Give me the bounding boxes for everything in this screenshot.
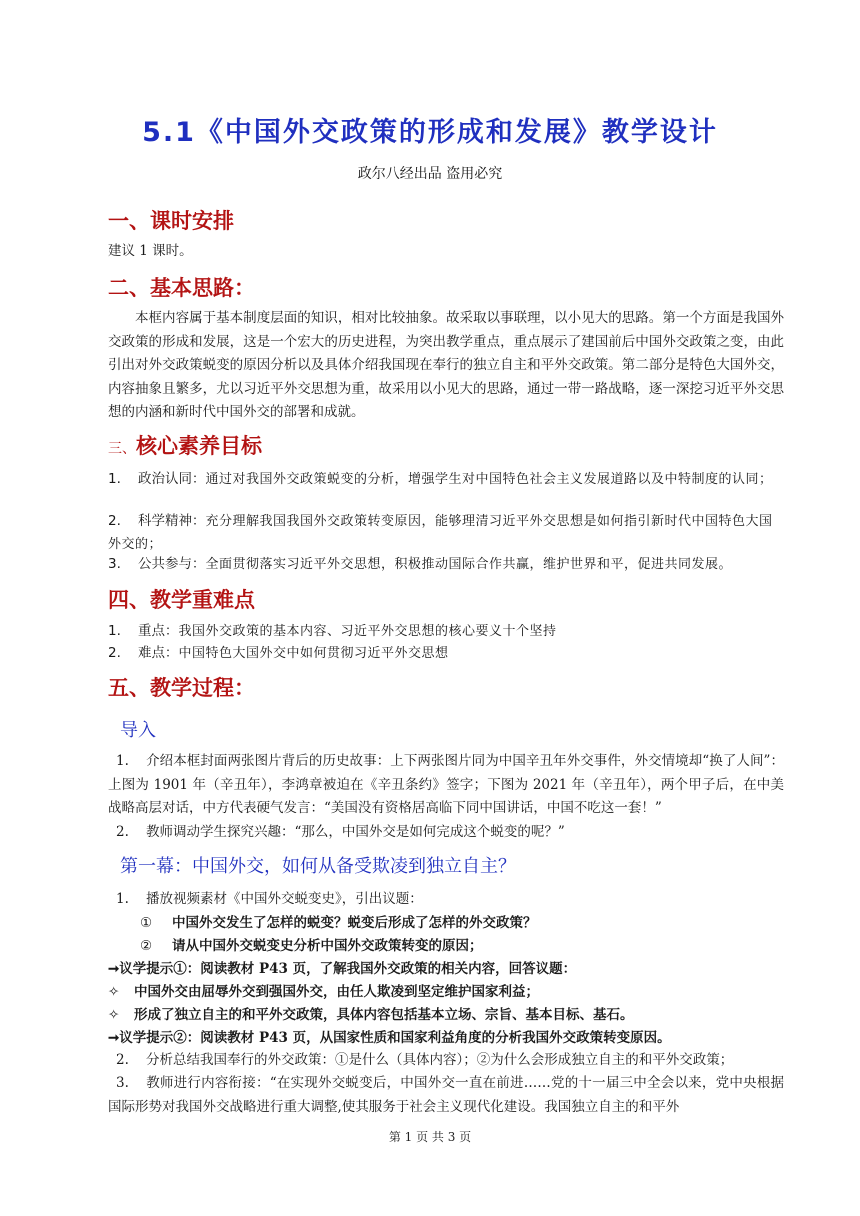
item-keyword: 科学精神 — [138, 513, 192, 529]
item-description: ：通过对我国外交政策蜕变的分析，增强学生对中国特色社会主义发展道路以及中特制度的认同； — [192, 472, 773, 487]
item-description: ：中国特色大国外交中如何贯彻习近平外交思想 — [165, 646, 449, 661]
document-subtitle: 政尔八经出品 盗用必究 — [357, 166, 503, 182]
goal-item — [108, 510, 784, 556]
item-text: 教师调动学生探究兴趣：“那么，中国外交是如何完成这个蜕变的呢？” — [146, 824, 565, 840]
intro-item — [108, 750, 784, 821]
section-heading-key-points: 四、教学重难点 — [108, 588, 255, 612]
discussion-tip: ➞议学提示①：阅读教材 P43 页，了解我国外交政策的相关内容，回答议题： — [108, 961, 577, 977]
act1-item — [108, 888, 784, 912]
bullet-icon: ✧ — [108, 984, 120, 1000]
bullet-item — [108, 980, 539, 1000]
section-heading-approach: 二、基本思路： — [108, 276, 255, 300]
item-description: ：我国外交政策的基本内容、习近平外交思想的核心要义十个坚持 — [165, 624, 557, 639]
item-number: 1. — [116, 891, 129, 907]
item-number: 3. — [108, 556, 121, 572]
item-text: 教师进行内容衔接：“在实现外交蜕变后，中国外交一直在前进……党的十一届三中全会以来，党中央根据国际形势对我国外交战略进行重大调整,使其服务于社会主义现代化建设。我国独立自主的和平外 — [108, 1075, 784, 1115]
item-number: 2. — [116, 1052, 129, 1068]
question-text: 中国外交发生了怎样的蜕变？蜕变后形成了怎样的外交政策？ — [172, 915, 537, 931]
bullet-text: 中国外交由屈辱外交到强国外交，由任人欺凌到坚定维护国家利益； — [134, 984, 539, 1000]
section-heading-process: 五、教学过程： — [108, 676, 255, 700]
item-keyword: 公共参与 — [138, 556, 192, 572]
item-number: 2. — [108, 645, 121, 661]
question-number: ② — [140, 938, 153, 954]
section-number: 三、 — [108, 441, 136, 457]
intro-heading: 导入 — [120, 720, 156, 741]
section-heading-text: 核心素养目标 — [136, 434, 262, 458]
item-keyword: 政治认同 — [138, 471, 192, 487]
question-item — [140, 934, 483, 954]
item-number: 1. — [116, 753, 129, 769]
item-number: 2. — [116, 824, 129, 840]
document-title: 5.1《中国外交政策的形成和发展》教学设计 — [142, 117, 718, 148]
bullet-text: 形成了独立自主的和平外交政策，具体内容包括基本立场、宗旨、基本目标、基石。 — [134, 1007, 634, 1023]
item-number: 1. — [108, 623, 121, 639]
bullet-item — [108, 1003, 634, 1023]
intro-item — [108, 821, 784, 845]
section-heading-goals — [108, 430, 262, 460]
item-description: ：全面贯彻落实习近平外交思想，积极推动国际合作共赢，维护世界和平，促进共同发展。 — [192, 557, 733, 572]
process-item — [108, 1072, 784, 1119]
discussion-tip: ➞议学提示②：阅读教材 P43 页，从国家性质和国家利益角度的分析我国外交政策转变原因。 — [108, 1030, 671, 1046]
item-number: 2. — [108, 513, 121, 529]
goal-item — [108, 468, 784, 491]
process-item — [108, 1049, 784, 1073]
item-text: 介绍本框封面两张图片背后的历史故事：上下两张图片同为中国辛丑年外交事件，外交情境却“换了人间”：上图为 1901 年（辛丑年），李鸿章被迫在《辛丑条约》签字；下图为 2021 年（辛丑年），两个甲子后，在中美战略高层对话，中方代表硬气发言：“美国没有资格居高临下同中国讲话，中国不吃这一套！” — [108, 753, 784, 816]
section-heading-schedule: 一、课时安排 — [108, 209, 234, 233]
item-text: 播放视频素材《中国外交蜕变史》，引出议题： — [146, 891, 423, 907]
page-footer: 第 1 页 共 3 页 — [388, 1130, 472, 1144]
question-number: ① — [140, 915, 153, 931]
section-text-approach: 本框内容属于基本制度层面的知识，相对比较抽象。故采取以事联理，以小见大的思路。第一个方面是我国外交政策的形成和发展，这是一个宏大的历史进程，为突出教学重点，重点展示了建国前后中国外交政策之变，由此引出对外交政策蜕变的原因分析以及具体介绍我国现在奉行的独立自主和平外交政策。第二部分是特色大国外交，内容抽象且繁多，尤以习近平外交思想为重，故采用以小见大的思路，通过一带一路战略，逐一深挖习近平外交思想的内涵和新时代中国外交的部署和成就。 — [108, 310, 784, 420]
item-number: 3. — [116, 1075, 129, 1091]
item-description: ：充分理解我国我国外交政策转变原因，能够理清习近平外交思想是如何指引新时代中国特色大国外交的； — [108, 514, 773, 552]
bullet-icon: ✧ — [108, 1007, 120, 1023]
key-point-item — [108, 642, 784, 665]
section-text-schedule: 建议 1 课时。 — [108, 243, 193, 259]
key-point-item — [108, 620, 784, 643]
item-keyword: 重点 — [138, 623, 165, 639]
item-number: 1. — [108, 471, 121, 487]
item-text: 分析总结我国奉行的外交政策：①是什么（具体内容）；②为什么会形成独立自主的和平外交政策； — [146, 1052, 734, 1068]
goal-item — [108, 553, 784, 576]
question-item — [140, 911, 537, 931]
question-text: 请从中国外交蜕变史分析中国外交政策转变的原因； — [172, 938, 483, 954]
item-keyword: 难点 — [138, 645, 165, 661]
act1-heading: 第一幕：中国外交，如何从备受欺凌到独立自主？ — [120, 856, 516, 877]
